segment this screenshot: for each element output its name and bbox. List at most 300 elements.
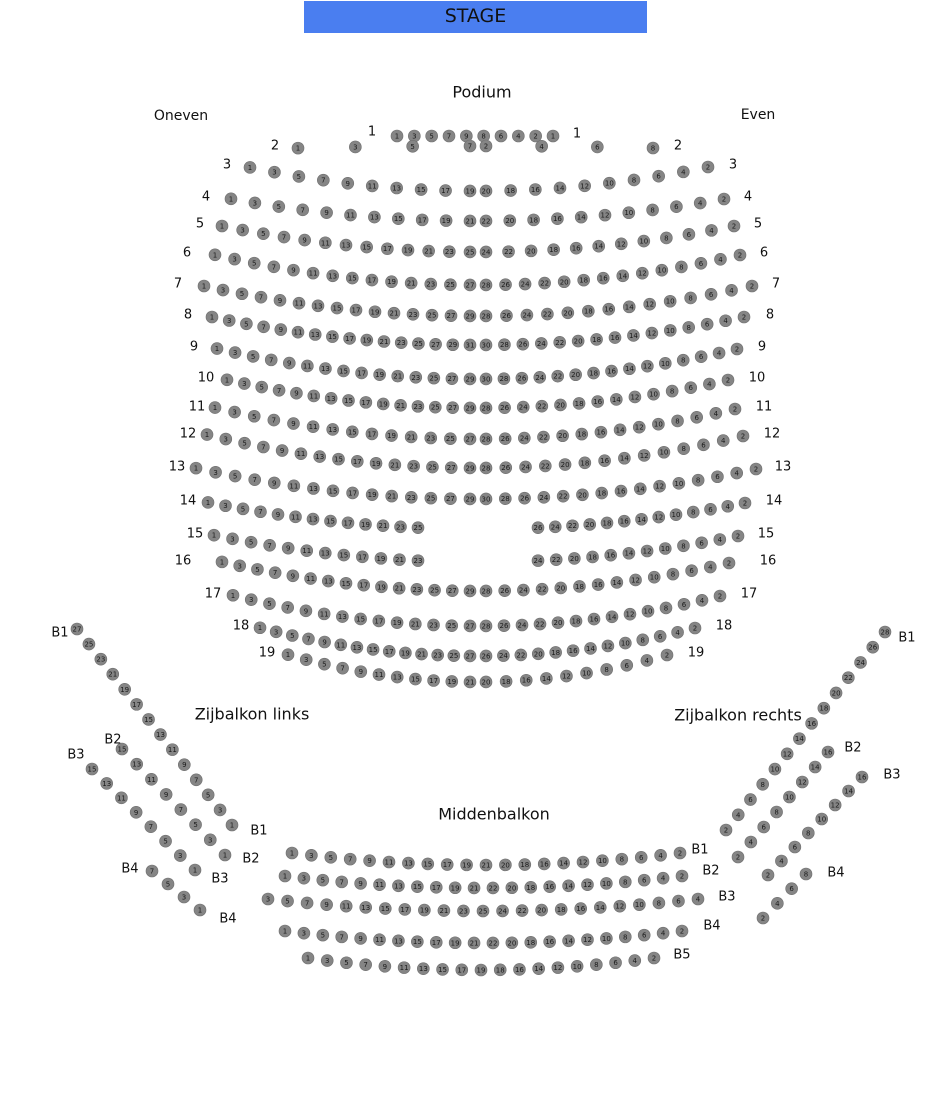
seat[interactable] xyxy=(722,374,734,386)
seat[interactable] xyxy=(653,170,665,182)
seat[interactable] xyxy=(229,406,241,418)
seat[interactable] xyxy=(540,672,552,684)
seat[interactable] xyxy=(189,864,201,876)
seat[interactable] xyxy=(381,243,393,255)
seat[interactable] xyxy=(579,180,591,192)
seat[interactable] xyxy=(745,836,757,848)
seat[interactable] xyxy=(412,338,424,350)
seat[interactable] xyxy=(71,623,83,635)
seat[interactable] xyxy=(731,343,743,355)
seat[interactable] xyxy=(653,897,665,909)
seat[interactable] xyxy=(131,758,143,770)
seat[interactable] xyxy=(500,462,512,474)
seat[interactable] xyxy=(525,881,537,893)
seat[interactable] xyxy=(614,900,626,912)
seat[interactable] xyxy=(314,451,326,463)
seat[interactable] xyxy=(416,214,428,226)
seat[interactable] xyxy=(349,141,361,153)
seat[interactable] xyxy=(174,850,186,862)
seat[interactable] xyxy=(347,487,359,499)
seat[interactable] xyxy=(638,235,650,247)
seat[interactable] xyxy=(374,369,386,381)
seat[interactable] xyxy=(525,936,537,948)
seat[interactable] xyxy=(562,307,574,319)
seat[interactable] xyxy=(395,399,407,411)
seat[interactable] xyxy=(346,272,358,284)
seat[interactable] xyxy=(503,246,515,258)
seat[interactable] xyxy=(464,585,476,597)
seat[interactable] xyxy=(393,554,405,566)
seat[interactable] xyxy=(769,763,781,775)
seat[interactable] xyxy=(800,868,812,880)
seat[interactable] xyxy=(530,130,542,142)
seat[interactable] xyxy=(209,249,221,261)
seat[interactable] xyxy=(319,237,331,249)
seat[interactable] xyxy=(629,955,641,967)
seat[interactable] xyxy=(409,673,421,685)
seat[interactable] xyxy=(301,360,313,372)
seat[interactable] xyxy=(525,245,537,257)
seat[interactable] xyxy=(297,204,309,216)
seat[interactable] xyxy=(648,952,660,964)
seat[interactable] xyxy=(571,960,583,972)
seat[interactable] xyxy=(568,552,580,564)
seat[interactable] xyxy=(325,392,337,404)
seat[interactable] xyxy=(428,675,440,687)
seat[interactable] xyxy=(672,895,684,907)
seat[interactable] xyxy=(409,618,421,630)
seat[interactable] xyxy=(368,211,380,223)
seat[interactable] xyxy=(322,575,334,587)
seat[interactable] xyxy=(783,791,795,803)
seat[interactable] xyxy=(619,876,631,888)
seat[interactable] xyxy=(648,388,660,400)
seat[interactable] xyxy=(658,446,670,458)
seat[interactable] xyxy=(538,858,550,870)
seat[interactable] xyxy=(178,891,190,903)
seat[interactable] xyxy=(405,491,417,503)
seat[interactable] xyxy=(237,224,249,236)
seat[interactable] xyxy=(705,288,717,300)
seat[interactable] xyxy=(594,901,606,913)
seat[interactable] xyxy=(590,959,602,971)
seat[interactable] xyxy=(386,430,398,442)
seat[interactable] xyxy=(647,142,659,154)
seat[interactable] xyxy=(683,321,695,333)
seat[interactable] xyxy=(575,211,587,223)
seat[interactable] xyxy=(251,563,263,575)
seat[interactable] xyxy=(302,633,314,645)
seat[interactable] xyxy=(340,900,352,912)
seat[interactable] xyxy=(226,819,238,831)
seat[interactable] xyxy=(504,215,516,227)
seat[interactable] xyxy=(229,253,241,265)
seat[interactable] xyxy=(497,905,509,917)
seat[interactable] xyxy=(214,804,226,816)
seat[interactable] xyxy=(618,452,630,464)
seat[interactable] xyxy=(278,231,290,243)
seat[interactable] xyxy=(516,619,528,631)
seat[interactable] xyxy=(309,329,321,341)
seat[interactable] xyxy=(519,492,531,504)
seat[interactable] xyxy=(225,193,237,205)
seat[interactable] xyxy=(480,493,492,505)
seat[interactable] xyxy=(535,337,547,349)
seat[interactable] xyxy=(300,654,312,666)
seat[interactable] xyxy=(505,185,517,197)
seat[interactable] xyxy=(399,647,411,659)
seat[interactable] xyxy=(781,748,793,760)
seat[interactable] xyxy=(652,418,664,430)
seat[interactable] xyxy=(264,539,276,551)
seat[interactable] xyxy=(268,477,280,489)
seat[interactable] xyxy=(771,897,783,909)
seat[interactable] xyxy=(480,373,492,385)
seat[interactable] xyxy=(664,324,676,336)
seat[interactable] xyxy=(388,307,400,319)
seat[interactable] xyxy=(426,130,438,142)
seat[interactable] xyxy=(198,280,210,292)
seat[interactable] xyxy=(641,654,653,666)
seat[interactable] xyxy=(464,185,476,197)
seat[interactable] xyxy=(360,518,372,530)
seat[interactable] xyxy=(448,650,460,662)
seat[interactable] xyxy=(555,582,567,594)
seat[interactable] xyxy=(327,423,339,435)
seat[interactable] xyxy=(678,443,690,455)
seat[interactable] xyxy=(596,487,608,499)
seat[interactable] xyxy=(585,642,597,654)
seat[interactable] xyxy=(255,506,267,518)
seat[interactable] xyxy=(190,819,202,831)
seat[interactable] xyxy=(629,391,641,403)
seat[interactable] xyxy=(360,901,372,913)
seat[interactable] xyxy=(154,729,166,741)
seat[interactable] xyxy=(659,357,671,369)
seat[interactable] xyxy=(498,339,510,351)
seat[interactable] xyxy=(636,267,648,279)
seat[interactable] xyxy=(518,432,530,444)
seat[interactable] xyxy=(443,246,455,258)
seat[interactable] xyxy=(437,963,449,975)
seat[interactable] xyxy=(428,619,440,631)
seat[interactable] xyxy=(227,589,239,601)
seat[interactable] xyxy=(216,556,228,568)
seat[interactable] xyxy=(464,676,476,688)
seat[interactable] xyxy=(456,964,468,976)
seat[interactable] xyxy=(457,905,469,917)
seat[interactable] xyxy=(282,895,294,907)
seat[interactable] xyxy=(559,459,571,471)
seat[interactable] xyxy=(464,140,476,152)
seat[interactable] xyxy=(611,576,623,588)
seat[interactable] xyxy=(513,963,525,975)
seat[interactable] xyxy=(744,794,756,806)
seat[interactable] xyxy=(273,384,285,396)
seat[interactable] xyxy=(279,870,291,882)
seat[interactable] xyxy=(617,270,629,282)
seat[interactable] xyxy=(771,806,783,818)
seat[interactable] xyxy=(428,372,440,384)
seat[interactable] xyxy=(350,304,362,316)
seat[interactable] xyxy=(282,649,294,661)
seat[interactable] xyxy=(257,441,269,453)
seat[interactable] xyxy=(692,474,704,486)
seat[interactable] xyxy=(107,668,119,680)
seat[interactable] xyxy=(644,298,656,310)
seat[interactable] xyxy=(327,485,339,497)
seat[interactable] xyxy=(238,378,250,390)
seat[interactable] xyxy=(245,536,257,548)
seat[interactable] xyxy=(95,653,107,665)
seat[interactable] xyxy=(534,618,546,630)
seat[interactable] xyxy=(317,874,329,886)
seat[interactable] xyxy=(506,937,518,949)
seat[interactable] xyxy=(529,184,541,196)
seat[interactable] xyxy=(425,278,437,290)
seat[interactable] xyxy=(301,545,313,557)
seat[interactable] xyxy=(464,493,476,505)
seat[interactable] xyxy=(145,773,157,785)
seat[interactable] xyxy=(399,903,411,915)
seat[interactable] xyxy=(464,402,476,414)
seat[interactable] xyxy=(746,280,758,292)
seat[interactable] xyxy=(392,370,404,382)
seat[interactable] xyxy=(219,849,231,861)
seat[interactable] xyxy=(563,880,575,892)
seat[interactable] xyxy=(552,370,564,382)
seat[interactable] xyxy=(446,373,458,385)
seat[interactable] xyxy=(336,611,348,623)
seat[interactable] xyxy=(337,662,349,674)
seat[interactable] xyxy=(500,675,512,687)
seat[interactable] xyxy=(657,872,669,884)
seat[interactable] xyxy=(499,859,511,871)
seat[interactable] xyxy=(378,336,390,348)
seat[interactable] xyxy=(417,963,429,975)
seat[interactable] xyxy=(279,925,291,937)
seat[interactable] xyxy=(236,288,248,300)
seat[interactable] xyxy=(548,244,560,256)
seat[interactable] xyxy=(628,174,640,186)
seat[interactable] xyxy=(160,788,172,800)
seat[interactable] xyxy=(621,659,633,671)
seat[interactable] xyxy=(570,369,582,381)
seat[interactable] xyxy=(729,403,741,415)
seat[interactable] xyxy=(615,485,627,497)
seat[interactable] xyxy=(670,201,682,213)
seat[interactable] xyxy=(407,140,419,152)
seat[interactable] xyxy=(581,667,593,679)
seat[interactable] xyxy=(146,865,158,877)
seat[interactable] xyxy=(578,274,590,286)
seat[interactable] xyxy=(576,428,588,440)
seat[interactable] xyxy=(660,232,672,244)
seat[interactable] xyxy=(606,611,618,623)
seat[interactable] xyxy=(552,617,564,629)
seat[interactable] xyxy=(143,713,155,725)
seat[interactable] xyxy=(550,646,562,658)
seat[interactable] xyxy=(299,234,311,246)
seat[interactable] xyxy=(572,335,584,347)
seat[interactable] xyxy=(430,936,442,948)
seat[interactable] xyxy=(477,905,489,917)
seat[interactable] xyxy=(634,483,646,495)
seat[interactable] xyxy=(732,530,744,542)
seat[interactable] xyxy=(389,459,401,471)
seat[interactable] xyxy=(131,698,143,710)
seat[interactable] xyxy=(605,549,617,561)
seat[interactable] xyxy=(666,385,678,397)
seat[interactable] xyxy=(500,279,512,291)
seat[interactable] xyxy=(677,540,689,552)
seat[interactable] xyxy=(216,220,228,232)
seat[interactable] xyxy=(415,184,427,196)
seat[interactable] xyxy=(552,962,564,974)
seat[interactable] xyxy=(178,759,190,771)
seat[interactable] xyxy=(321,955,333,967)
seat[interactable] xyxy=(558,276,570,288)
seat[interactable] xyxy=(637,634,649,646)
seat[interactable] xyxy=(364,855,376,867)
seat[interactable] xyxy=(333,453,345,465)
seat[interactable] xyxy=(593,240,605,252)
seat[interactable] xyxy=(606,365,618,377)
seat[interactable] xyxy=(383,645,395,657)
seat[interactable] xyxy=(855,656,867,668)
seat[interactable] xyxy=(517,401,529,413)
seat[interactable] xyxy=(685,292,697,304)
seat[interactable] xyxy=(532,522,544,534)
seat[interactable] xyxy=(595,426,607,438)
seat[interactable] xyxy=(638,449,650,461)
seat[interactable] xyxy=(425,492,437,504)
seat[interactable] xyxy=(162,878,174,890)
seat[interactable] xyxy=(220,500,232,512)
seat[interactable] xyxy=(342,517,354,529)
seat[interactable] xyxy=(570,242,582,254)
seat[interactable] xyxy=(265,354,277,366)
seat[interactable] xyxy=(786,883,798,895)
seat[interactable] xyxy=(202,789,214,801)
seat[interactable] xyxy=(292,326,304,338)
seat[interactable] xyxy=(263,598,275,610)
seat[interactable] xyxy=(356,367,368,379)
seat[interactable] xyxy=(300,605,312,617)
seat[interactable] xyxy=(398,962,410,974)
seat[interactable] xyxy=(234,560,246,572)
seat[interactable] xyxy=(554,399,566,411)
seat[interactable] xyxy=(677,354,689,366)
seat[interactable] xyxy=(282,542,294,554)
seat[interactable] xyxy=(351,455,363,467)
seat[interactable] xyxy=(287,570,299,582)
seat[interactable] xyxy=(659,543,671,555)
seat[interactable] xyxy=(287,264,299,276)
seat[interactable] xyxy=(449,937,461,949)
seat[interactable] xyxy=(331,302,343,314)
seat[interactable] xyxy=(355,666,367,678)
seat[interactable] xyxy=(130,806,142,818)
seat[interactable] xyxy=(689,622,701,634)
seat[interactable] xyxy=(705,224,717,236)
seat[interactable] xyxy=(438,905,450,917)
seat[interactable] xyxy=(202,496,214,508)
seat[interactable] xyxy=(536,140,548,152)
seat[interactable] xyxy=(738,311,750,323)
seat[interactable] xyxy=(664,295,676,307)
seat[interactable] xyxy=(319,547,331,559)
seat[interactable] xyxy=(686,565,698,577)
seat[interactable] xyxy=(346,426,358,438)
seat[interactable] xyxy=(582,305,594,317)
seat[interactable] xyxy=(533,963,545,975)
seat[interactable] xyxy=(703,378,715,390)
seat[interactable] xyxy=(432,649,444,661)
seat[interactable] xyxy=(361,241,373,253)
seat[interactable] xyxy=(411,583,423,595)
seat[interactable] xyxy=(430,881,442,893)
seat[interactable] xyxy=(710,407,722,419)
seat[interactable] xyxy=(480,676,492,688)
seat[interactable] xyxy=(541,308,553,320)
seat[interactable] xyxy=(429,401,441,413)
seat[interactable] xyxy=(268,261,280,273)
seat[interactable] xyxy=(343,394,355,406)
seat[interactable] xyxy=(366,489,378,501)
seat[interactable] xyxy=(538,491,550,503)
seat[interactable] xyxy=(101,777,113,789)
seat[interactable] xyxy=(374,879,386,891)
seat[interactable] xyxy=(321,899,333,911)
seat[interactable] xyxy=(223,315,235,327)
seat[interactable] xyxy=(464,339,476,351)
seat[interactable] xyxy=(487,882,499,894)
seat[interactable] xyxy=(83,638,95,650)
seat[interactable] xyxy=(601,663,613,675)
seat[interactable] xyxy=(673,477,685,489)
seat[interactable] xyxy=(276,445,288,457)
seat[interactable] xyxy=(464,279,476,291)
seat[interactable] xyxy=(619,637,631,649)
seat[interactable] xyxy=(592,396,604,408)
seat[interactable] xyxy=(591,141,603,153)
seat[interactable] xyxy=(517,338,529,350)
seat[interactable] xyxy=(441,859,453,871)
seat[interactable] xyxy=(544,881,556,893)
seat[interactable] xyxy=(190,774,202,786)
seat[interactable] xyxy=(599,209,611,221)
seat[interactable] xyxy=(447,339,459,351)
seat[interactable] xyxy=(221,374,233,386)
seat[interactable] xyxy=(344,332,356,344)
seat[interactable] xyxy=(711,471,723,483)
seat[interactable] xyxy=(175,804,187,816)
seat[interactable] xyxy=(326,331,338,343)
seat[interactable] xyxy=(602,640,614,652)
seat[interactable] xyxy=(487,937,499,949)
seat[interactable] xyxy=(423,245,435,257)
seat[interactable] xyxy=(495,130,507,142)
seat[interactable] xyxy=(757,912,769,924)
seat[interactable] xyxy=(499,493,511,505)
seat[interactable] xyxy=(366,428,378,440)
seat[interactable] xyxy=(653,511,665,523)
seat[interactable] xyxy=(867,641,879,653)
seat[interactable] xyxy=(393,582,405,594)
seat[interactable] xyxy=(732,809,744,821)
seat[interactable] xyxy=(412,522,424,534)
